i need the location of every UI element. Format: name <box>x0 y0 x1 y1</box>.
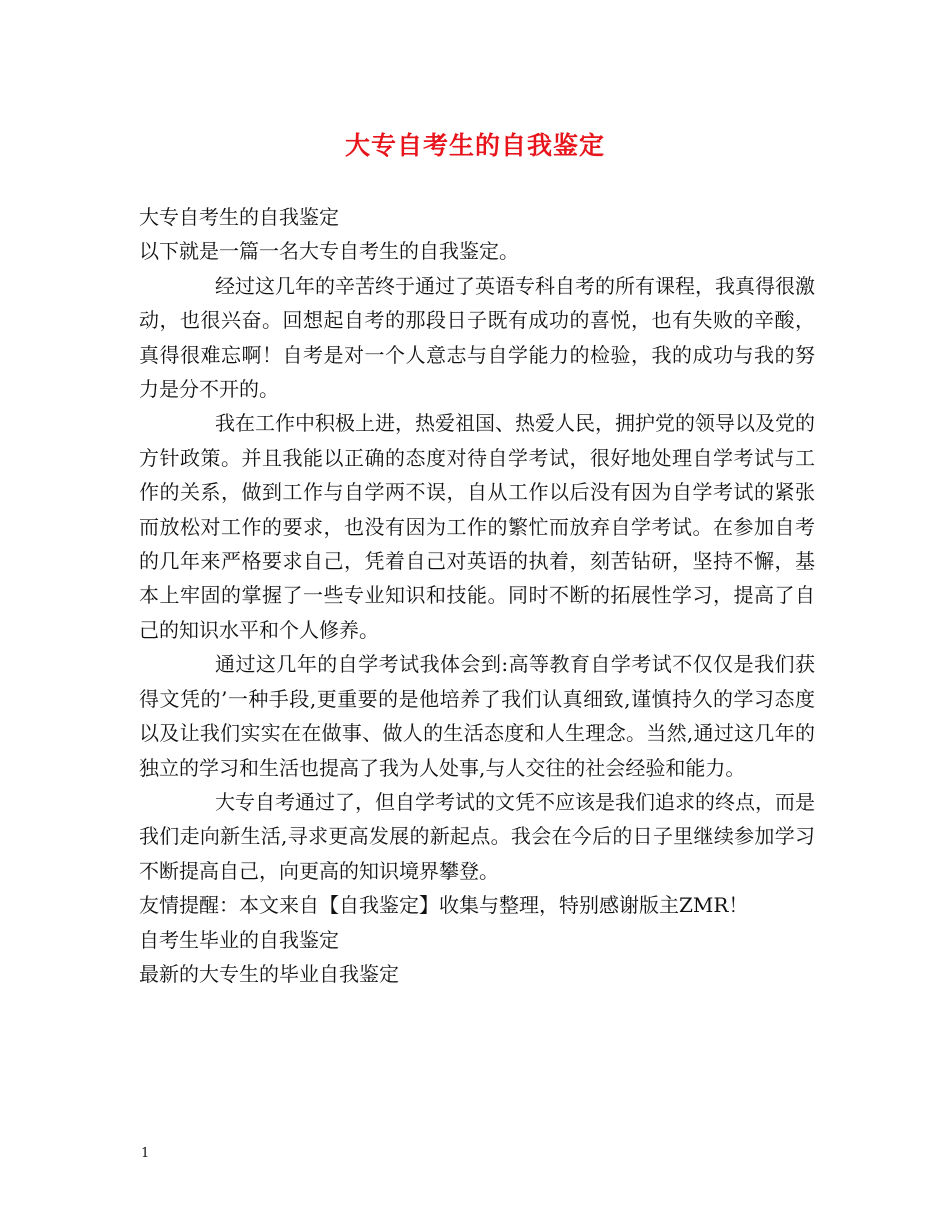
paragraph: 我在工作中积极上进，热爱祖国、热爱人民，拥护党的领导以及党的方针政策。并且我能以正确的态度对待自学考试，很好地处理自学考试与工作的关系，做到工作与自学两不误，自从工作以后没有因为自学考试的紧张而放松对工作的要求，也没有因为工作的繁忙而放弃自学考试。在参加自考的几年来严格要求自己，凭着自己对英语的执着，刻苦钻研，坚持不懈，基本上牢固的掌握了一些专业知识和技能。同时不断的拓展性学习，提高了自己的知识水平和个人修养。 <box>139 411 815 642</box>
paragraph: 经过这几年的辛苦终于通过了英语专科自考的所有课程，我真得很激动，也很兴奋。回想起自考的那段日子既有成功的喜悦，也有失败的辛酸，真得很难忘啊！自考是对一个人意志与自学能力的检验，我的成功与我的努力是分不开的。 <box>139 273 815 402</box>
paragraph: 大专自考通过了，但自学考试的文凭不应该是我们追求的终点，而是我们走向新生活,寻求更高发展的新起点。我会在今后的日子里继续参加学习不断提高自己，向更高的知识境界攀登。 <box>139 789 815 883</box>
document-intro: 以下就是一篇一名大专自考生的自我鉴定。 <box>139 239 519 264</box>
paragraph: 通过这几年的自学考试我体会到:高等教育自学考试不仅仅是我们获得文凭的’一种手段,更重要的是他培养了我们认真细致,谨慎持久的学习态度以及让我们实实在在做事、做人的生活态度和人生理念。当然,通过这几年的独立的学习和生活也提高了我为人处事,与人交往的社会经验和能力。 <box>139 652 815 780</box>
document-title: 大专自考生的自我鉴定 <box>344 131 605 160</box>
related-article-link[interactable]: 最新的大专生的毕业自我鉴定 <box>139 961 399 986</box>
document-subtitle: 大专自考生的自我鉴定 <box>139 205 339 229</box>
related-article-link[interactable]: 自考生毕业的自我鉴定 <box>139 927 339 952</box>
page-number: 1 <box>141 1146 150 1161</box>
reminder-note: 友情提醒：本文来自【自我鉴定】收集与整理，特别感谢版主ZMR！ <box>139 893 749 918</box>
document-body <box>139 200 815 991</box>
